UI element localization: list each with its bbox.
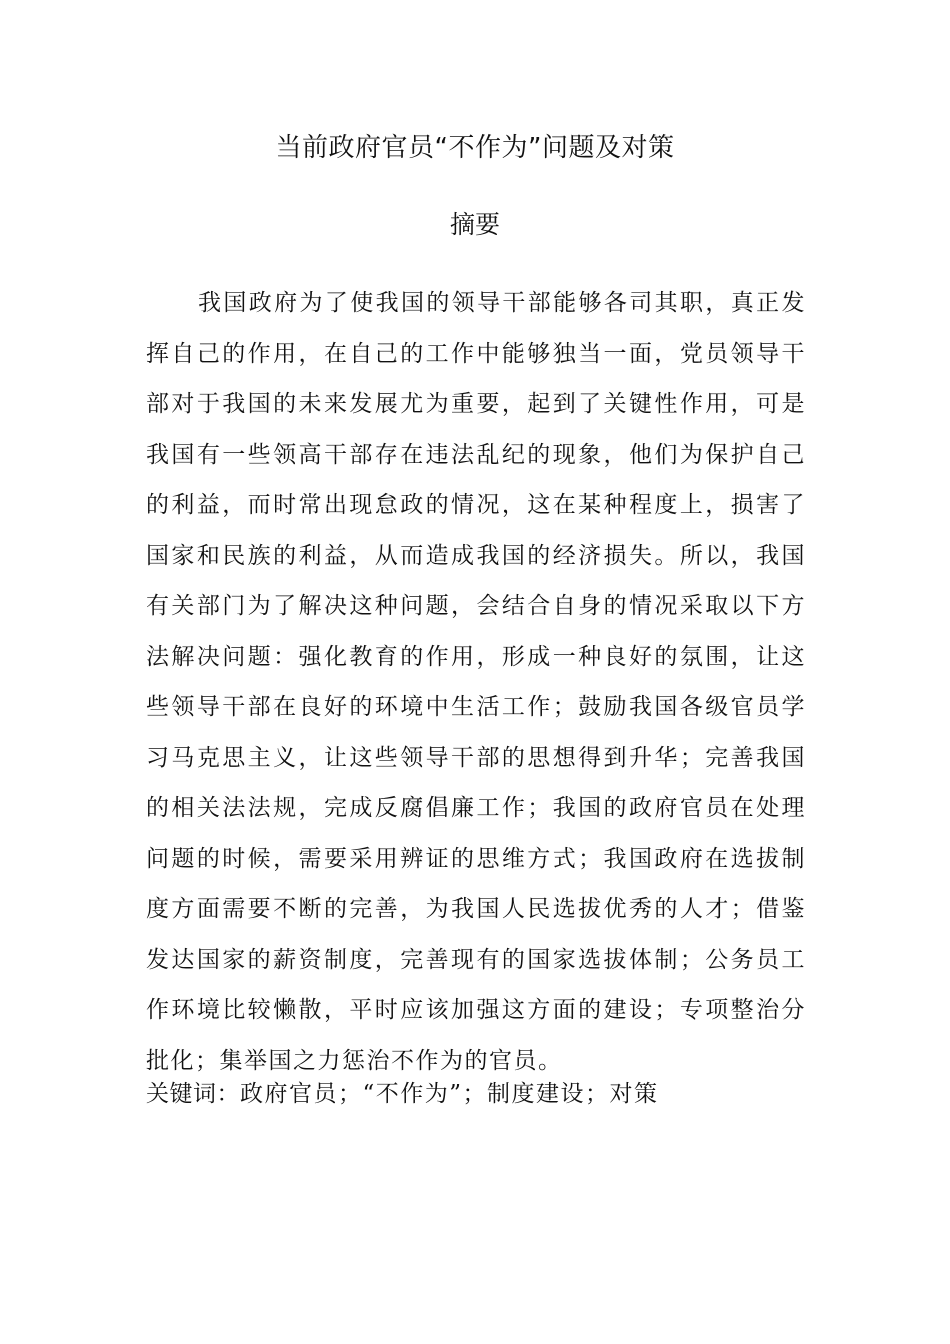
document-title: 当前政府官员“不作为”问题及对策: [275, 133, 675, 163]
abstract-body: 我国政府为了使我国的领导干部能够各司其职，真正发挥自己的作用，在自己的工作中能够独当一面，党员领导干部对于我国的未来发展尤为重要，起到了关键性作用，可是我国有一些领高干部存在违法乱纪的现象，他们为保护自己的利益，而时常出现怠政的情况，这在某种程度上，损害了国家和民族的利益，从而造成我国的经济损失。所以，我国有关部门为了解决这种问题，会结合自身的情况采取以下方法解决问题：强化教育的作用，形成一种良好的氛围，让这些领导干部在良好的环境中生活工作；鼓励我国各级官员学习马克思主义，让这些领导干部的思想得到升华；完善我国的相关法法规，完成反腐倡廉工作；我国的政府官员在处理问题的时候，需要采用辨证的思维方式；我国政府在选拔制度方面需要不断的完善，为我国人民选拔优秀的人才；借鉴发达国家的薪资制度，完善现有的国家选拔体制；公务员工作环境比较懒散，平时应该加强这方面的建设；专项整治分批化；集举国之力惩治不作为的官员。: [146, 290, 806, 1074]
keywords-line: [146, 1072, 806, 1116]
abstract-heading: 摘要: [449, 210, 500, 239]
keywords-value: 政府官员；“不作为”；制度建设；对策: [240, 1081, 659, 1107]
keywords-label: 关键词：: [146, 1081, 240, 1107]
